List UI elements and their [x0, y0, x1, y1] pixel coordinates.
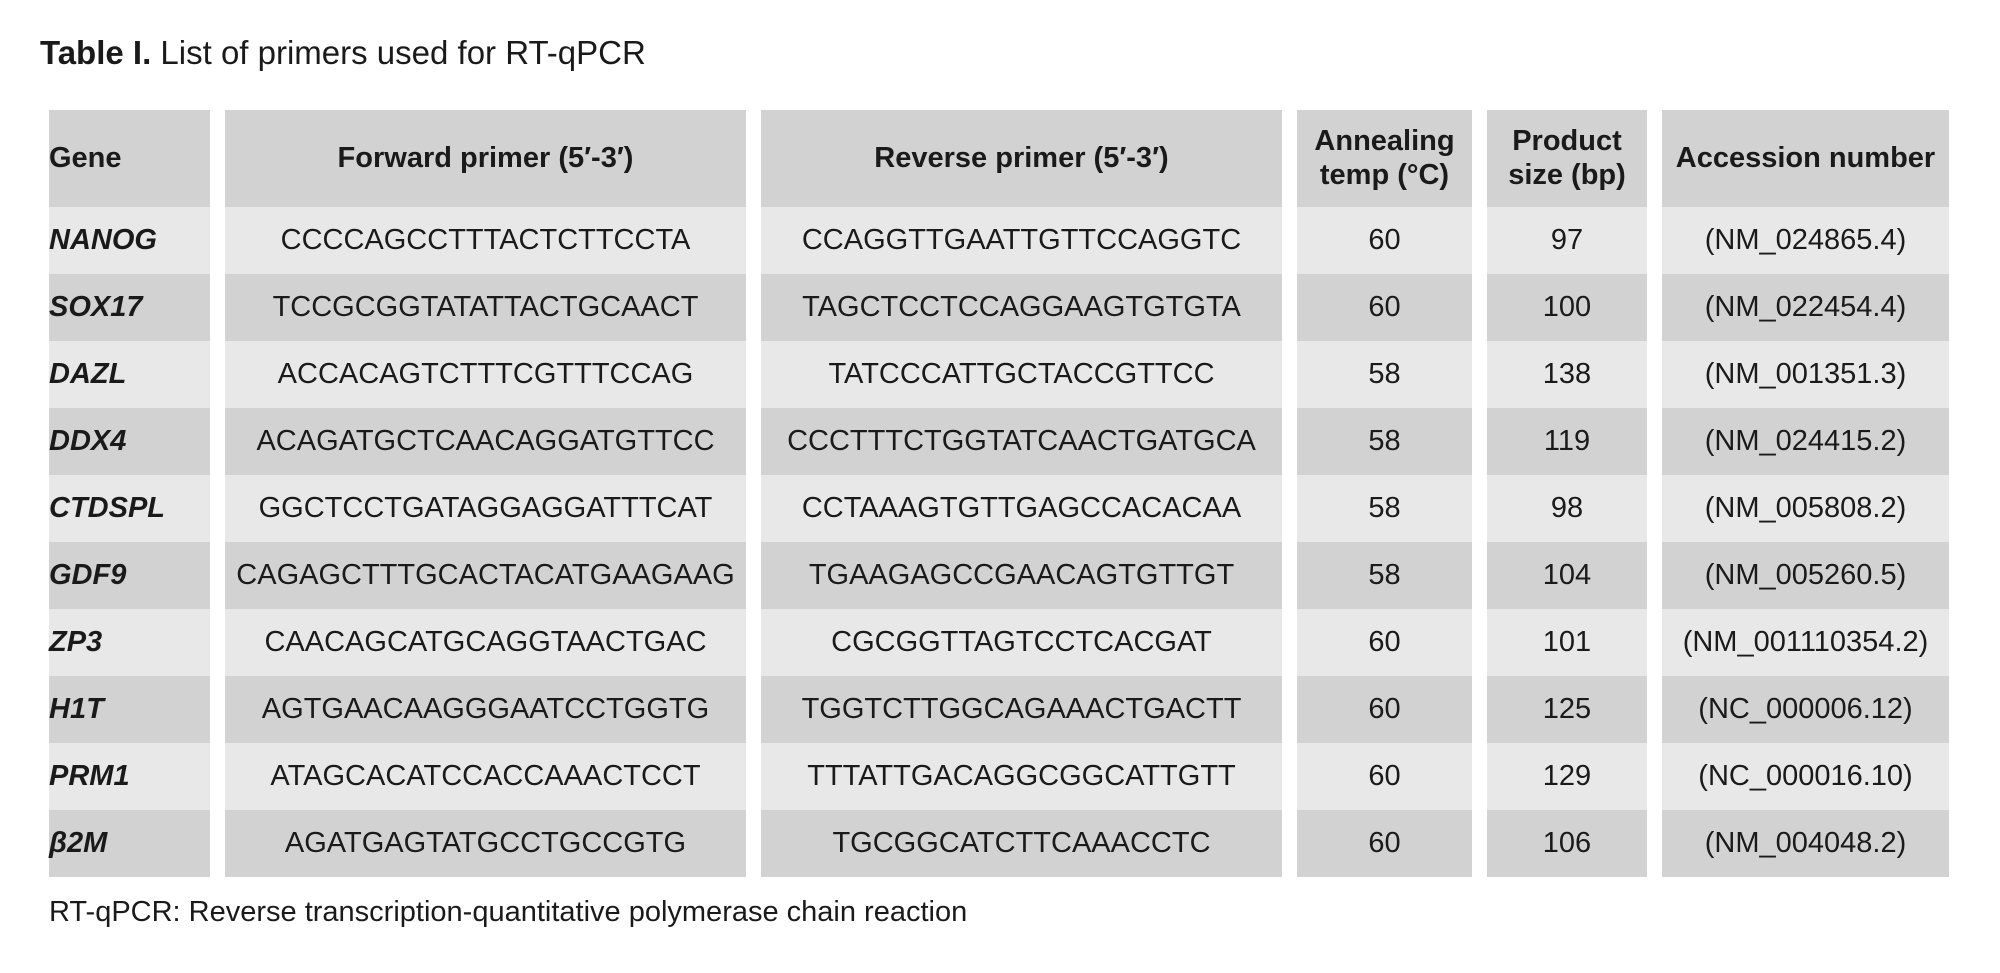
- table-caption-label: Table I.: [40, 34, 152, 71]
- table-row: [49, 408, 1949, 475]
- cell-accession-number: (NM_024415.2): [1662, 408, 1949, 475]
- primer-table: [34, 110, 1964, 877]
- cell-accession-number: (NM_024865.4): [1662, 207, 1949, 274]
- cell-forward-primer: TCCGCGGTATATTACTGCAACT: [225, 274, 746, 341]
- cell-product-size: 138: [1487, 341, 1647, 408]
- cell-gene: DDX4: [49, 408, 210, 475]
- cell-gene: NANOG: [49, 207, 210, 274]
- table-row: [49, 207, 1949, 274]
- header-annealing-temp: [1297, 110, 1472, 207]
- table-row: [49, 274, 1949, 341]
- cell-reverse-primer: TATCCCATTGCTACCGTTCC: [761, 341, 1282, 408]
- cell-reverse-primer: CCCTTTCTGGTATCAACTGATGCA: [761, 408, 1282, 475]
- cell-accession-number: (NC_000006.12): [1662, 676, 1949, 743]
- cell-forward-primer: CCCCAGCCTTTACTCTTCCTA: [225, 207, 746, 274]
- cell-accession-number: (NM_005808.2): [1662, 475, 1949, 542]
- cell-annealing-temp: 58: [1297, 542, 1472, 609]
- cell-accession-number: (NM_001351.3): [1662, 341, 1949, 408]
- header-reverse-primer: Reverse primer (5′-3′): [761, 110, 1282, 207]
- cell-annealing-temp: 60: [1297, 676, 1472, 743]
- cell-reverse-primer: TGCGGCATCTTCAAACCTC: [761, 810, 1282, 877]
- header-forward-primer: Forward primer (5′-3′): [225, 110, 746, 207]
- cell-forward-primer: AGTGAACAAGGGAATCCTGGTG: [225, 676, 746, 743]
- cell-annealing-temp: 60: [1297, 743, 1472, 810]
- cell-accession-number: (NM_001110354.2): [1662, 609, 1949, 676]
- cell-accession-number: (NC_000016.10): [1662, 743, 1949, 810]
- table-row: [49, 475, 1949, 542]
- header-product-size-line2: size (bp): [1508, 158, 1626, 191]
- cell-forward-primer: CAGAGCTTTGCACTACATGAAGAAG: [225, 542, 746, 609]
- cell-reverse-primer: TGAAGAGCCGAACAGTGTTGT: [761, 542, 1282, 609]
- cell-accession-number: (NM_004048.2): [1662, 810, 1949, 877]
- table-header-row: [49, 110, 1949, 207]
- cell-product-size: 119: [1487, 408, 1647, 475]
- cell-gene: PRM1: [49, 743, 210, 810]
- header-product-size: [1487, 110, 1647, 207]
- cell-reverse-primer: TTTATTGACAGGCGGCATTGTT: [761, 743, 1282, 810]
- cell-gene: CTDSPL: [49, 475, 210, 542]
- cell-gene: GDF9: [49, 542, 210, 609]
- cell-accession-number: (NM_022454.4): [1662, 274, 1949, 341]
- cell-product-size: 97: [1487, 207, 1647, 274]
- table-caption-text: List of primers used for RT-qPCR: [160, 34, 646, 71]
- cell-forward-primer: AGATGAGTATGCCTGCCGTG: [225, 810, 746, 877]
- cell-reverse-primer: CCTAAAGTGTTGAGCCACACAA: [761, 475, 1282, 542]
- cell-annealing-temp: 58: [1297, 408, 1472, 475]
- cell-reverse-primer: CGCGGTTAGTCCTCACGAT: [761, 609, 1282, 676]
- cell-annealing-temp: 60: [1297, 810, 1472, 877]
- header-annealing-temp-line2: temp (°C): [1319, 158, 1450, 191]
- cell-reverse-primer: CCAGGTTGAATTGTTCCAGGTC: [761, 207, 1282, 274]
- cell-forward-primer: GGCTCCTGATAGGAGGATTTCAT: [225, 475, 746, 542]
- cell-product-size: 106: [1487, 810, 1647, 877]
- cell-gene: DAZL: [49, 341, 210, 408]
- table-row: [49, 810, 1949, 877]
- cell-product-size: 101: [1487, 609, 1647, 676]
- cell-reverse-primer: TAGCTCCTCCAGGAAGTGTGTA: [761, 274, 1282, 341]
- header-product-size-line1: Product: [1512, 124, 1622, 157]
- cell-forward-primer: ACAGATGCTCAACAGGATGTTCC: [225, 408, 746, 475]
- cell-annealing-temp: 60: [1297, 207, 1472, 274]
- cell-product-size: 125: [1487, 676, 1647, 743]
- table-footnote: RT-qPCR: Reverse transcription-quantitative polymerase chain reaction: [49, 896, 968, 928]
- cell-product-size: 100: [1487, 274, 1647, 341]
- cell-reverse-primer: TGGTCTTGGCAGAAACTGACTT: [761, 676, 1282, 743]
- table-row: [49, 609, 1949, 676]
- cell-gene: H1T: [49, 676, 210, 743]
- table-caption: [40, 34, 646, 72]
- cell-forward-primer: CAACAGCATGCAGGTAACTGAC: [225, 609, 746, 676]
- cell-product-size: 104: [1487, 542, 1647, 609]
- primer-table-container: [49, 110, 1964, 877]
- cell-annealing-temp: 58: [1297, 341, 1472, 408]
- header-gene: Gene: [49, 110, 210, 207]
- cell-gene: β2M: [49, 810, 210, 877]
- cell-product-size: 98: [1487, 475, 1647, 542]
- cell-annealing-temp: 60: [1297, 609, 1472, 676]
- cell-gene: SOX17: [49, 274, 210, 341]
- table-row: [49, 743, 1949, 810]
- header-annealing-temp-line1: Annealing: [1314, 124, 1455, 157]
- cell-gene: ZP3: [49, 609, 210, 676]
- table-row: [49, 542, 1949, 609]
- cell-product-size: 129: [1487, 743, 1647, 810]
- cell-annealing-temp: 58: [1297, 475, 1472, 542]
- cell-annealing-temp: 60: [1297, 274, 1472, 341]
- cell-accession-number: (NM_005260.5): [1662, 542, 1949, 609]
- cell-forward-primer: ATAGCACATCCACCAAACTCCT: [225, 743, 746, 810]
- header-accession-number: Accession number: [1662, 110, 1949, 207]
- table-body: [49, 207, 1949, 877]
- table-row: [49, 676, 1949, 743]
- cell-forward-primer: ACCACAGTCTTTCGTTTCCAG: [225, 341, 746, 408]
- table-row: [49, 341, 1949, 408]
